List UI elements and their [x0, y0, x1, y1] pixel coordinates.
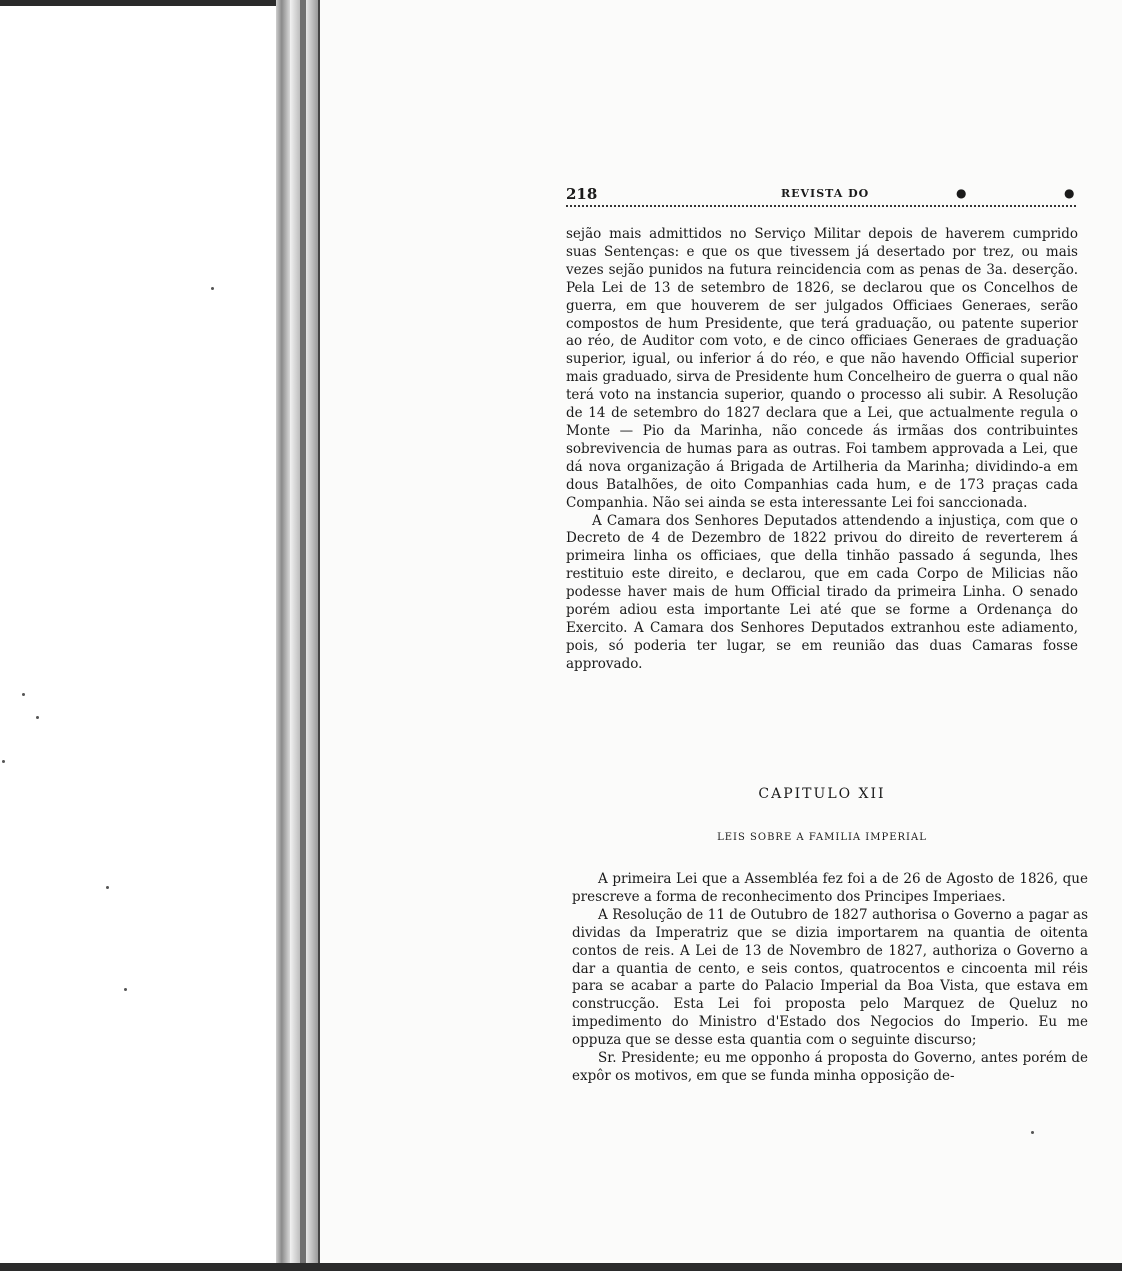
scan-speck [106, 886, 109, 889]
header-mark: ● [1064, 186, 1075, 200]
body-text-upper [566, 226, 1078, 674]
scan-speck [22, 693, 25, 696]
page-number: 218 [566, 185, 598, 203]
scan-bottom-edge [0, 1263, 1122, 1271]
chapter-title: CAPITULO XII [758, 786, 886, 802]
paragraph: Sr. Presidente; eu me opponho á proposta do Governo, antes porém de expôr os motivos, em que se funda minha opposição de- [572, 1050, 1088, 1084]
book-gutter-edge [306, 0, 318, 1271]
section-title: LEIS SOBRE A FAMILIA IMPERIAL [717, 832, 927, 843]
paragraph: A Resolução de 11 de Outubro de 1827 authorisa o Governo a pagar as dividas da Imperatriz que se dizia importarem na quantia de oitenta contos de reis. A Lei de 13 de Novembro de 1827, authoriza o Governo a dar a quantia de cento, e seis contos, quatrocentos e cincoenta mil réis para se acabar a parte do Palacio Imperial da Boa Vista, que estava em construcção. Esta Lei foi proposta pelo Marquez de Queluz no impedimento do Ministro d'Estado dos Negocios do Imperio. Eu me oppuza que se desse esta quantia com o seguinte discurso; [572, 906, 1088, 1049]
header-rule [566, 205, 1076, 207]
book-gutter-shadow [276, 0, 290, 1271]
scan-speck [211, 287, 214, 290]
page-header [566, 185, 1076, 207]
paragraph: A Camara dos Senhores Deputados attendendo a injustiça, com que o Decreto de 4 de Dezembro de 1822 privou do direito de reverterem á primeira linha os officiaes, que della tinhão passado á segunda, lhes restituio este direito, e declarou, que em cada Corpo de Milicias não podesse haver mais de hum Official tirado da primeira Linha. O senado porém adiou esta importante Lei até que se forme a Ordenança do Exercito. A Camara dos Senhores Deputados extranhou este adiamento, pois, só poderia ter lugar, se em reunião das duas Camaras fosse approvado. [566, 512, 1078, 672]
scan-speck [124, 988, 127, 991]
paragraph: A primeira Lei que a Assembléa fez foi a de 26 de Agosto de 1826, que prescreve a forma de reconhecimento dos Principes Imperiaes. [572, 871, 1088, 905]
running-title: REVISTA DO [781, 187, 870, 200]
scan-speck [2, 760, 5, 763]
header-mark: ● [956, 186, 967, 200]
book-gutter-highlight [290, 0, 300, 1271]
scan-speck [36, 716, 39, 719]
scan-speck [1031, 1131, 1034, 1134]
body-text-lower [572, 871, 1088, 1086]
paragraph: sejão mais admittidos no Serviço Militar depois de haverem cumprido suas Sentenças: e que os que tivessem já desertado por trez, ou mais vezes sejão punidos na futura reincidencia com as penas de 3a. deserção. Pela Lei de 13 de setembro de 1826, se declarou que os Concelhos de guerra, em que houverem de ser julgados Officiaes Generaes, serão compostos de hum Presidente, que terá graduação, ou patente superior ao réo, de Auditor com voto, e de cinco officiaes Generaes de graduação superior, igual, ou inferior á do réo, e que não havendo Official superior mais graduado, sirva de Presidente hum Concelheiro de guerra o qual não terá voto na instancia superior, quando o processo ali subir. A Resolução de 14 de setembro do 1827 declara que a Lei, que actualmente regula o Monte — Pio da Marinha, não concede ás irmãas dos contribuintes sobrevivencia de humas para as outras. Foi tambem approvada a Lei, que dá nova organização á Brigada de Artilheria da Marinha; dividindo-a em dous Batalhões, de oito Companhias cada hum, e de 173 praças cada Companhia. Não sei ainda se esta interessante Lei foi sanccionada. [566, 226, 1078, 511]
